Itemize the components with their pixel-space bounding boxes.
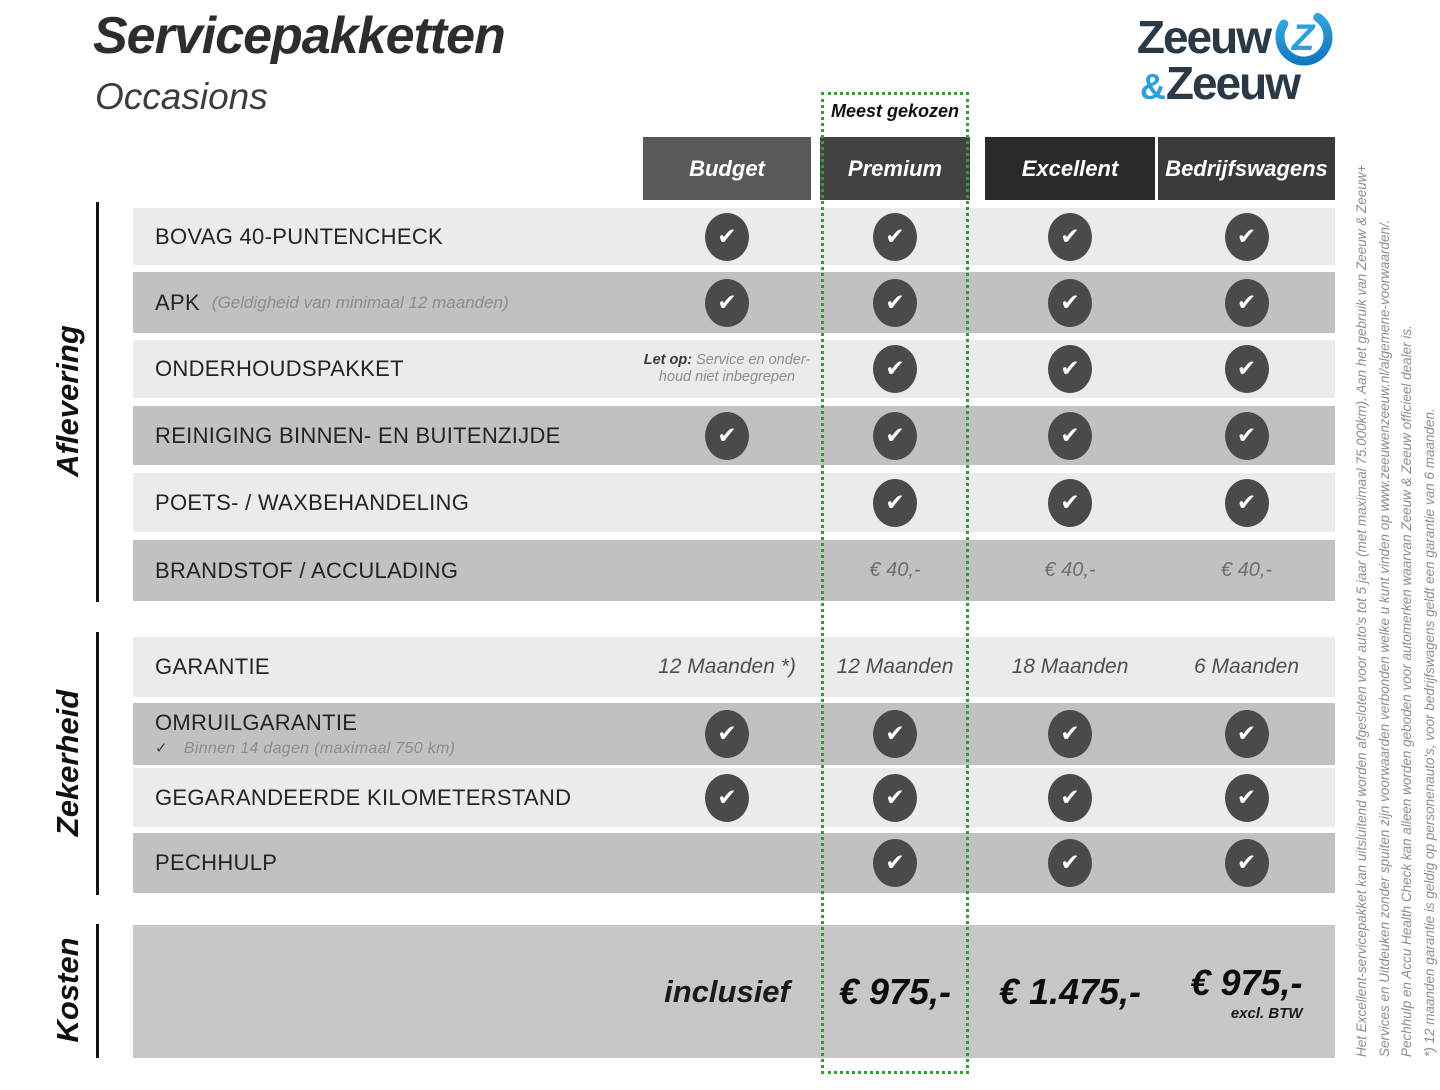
- check-icon: [705, 213, 749, 261]
- cell: [985, 272, 1155, 333]
- check-icon: [1225, 479, 1269, 527]
- section-divider-line: [96, 924, 99, 1058]
- cell: [643, 406, 811, 465]
- check-icon: [1225, 213, 1269, 261]
- cell: [643, 473, 811, 532]
- cell: [1158, 340, 1335, 398]
- cell: [643, 340, 811, 398]
- check-glyph: ✔: [885, 423, 904, 449]
- cell: 6 Maanden: [1158, 637, 1335, 697]
- cell: [820, 768, 970, 827]
- cell: [643, 208, 811, 265]
- cost-bedrijfswagens: [1158, 925, 1335, 1058]
- most-chosen-badge: Meest gekozen: [814, 101, 976, 122]
- check-glyph: ✔: [885, 721, 904, 747]
- cost-premium: [820, 925, 970, 1058]
- row-label: [155, 272, 509, 333]
- check-glyph: ✔: [1237, 290, 1256, 316]
- page-title: Servicepakketten: [93, 6, 505, 66]
- cost-budget-value: inclusief: [664, 974, 790, 1010]
- check-glyph: ✔: [717, 290, 736, 316]
- row-label: PECHHULP: [155, 833, 277, 893]
- check-glyph: ✔: [1237, 224, 1256, 250]
- cell: [1158, 703, 1335, 765]
- check-icon: [873, 213, 917, 261]
- footnote-line: Het Excellent-servicepakket kan uitsluitend worden afgesloten voor auto's tot 5 jaar (met maximaal 75.000km). Aan het gebruik van Zeeuw & Zeeuw+: [1351, 125, 1374, 1057]
- check-glyph: ✔: [1060, 785, 1079, 811]
- cell: [643, 833, 811, 893]
- check-glyph: ✔: [885, 356, 904, 382]
- cell: [643, 703, 811, 765]
- row-label: [155, 703, 455, 765]
- page-subtitle: Occasions: [95, 76, 268, 118]
- table-row: [133, 703, 1335, 765]
- section-label-aflevering: Aflevering: [50, 301, 86, 501]
- cell: [820, 340, 970, 398]
- check-glyph: ✔: [1060, 721, 1079, 747]
- row-label: GARANTIE: [155, 637, 270, 697]
- check-icon: [1225, 279, 1269, 327]
- small-check-icon: ✓: [155, 740, 168, 757]
- check-icon: [705, 279, 749, 327]
- cell: [985, 208, 1155, 265]
- check-glyph: ✔: [717, 423, 736, 449]
- cell: [1158, 768, 1335, 827]
- footnote-line: Services en Uitdeuken zonder spuiten zijn voorwaarden verbonden welke u kunt vinden op www.zeeuwenzeeuw.nl/algemene-voorwaarden/.: [1374, 125, 1397, 1057]
- row-label: POETS- / WAXBEHANDELING: [155, 473, 469, 532]
- cell: [820, 833, 970, 893]
- table-row: [133, 768, 1335, 827]
- check-glyph: ✔: [885, 850, 904, 876]
- cell: € 40,-: [1158, 540, 1335, 601]
- cell: [1158, 272, 1335, 333]
- cost-bedrijfswagens-value: € 975,-: [1190, 962, 1302, 1004]
- check-glyph: ✔: [1237, 785, 1256, 811]
- check-icon: [873, 412, 917, 460]
- cost-bedrijfswagens-note: excl. BTW: [1190, 1005, 1302, 1022]
- cost-budget: [643, 925, 811, 1058]
- row-label: GEGARANDEERDE KILOMETERSTAND: [155, 768, 571, 827]
- cell: [1158, 406, 1335, 465]
- check-glyph: ✔: [717, 224, 736, 250]
- check-glyph: ✔: [885, 785, 904, 811]
- check-glyph: ✔: [1060, 850, 1079, 876]
- check-glyph: ✔: [1060, 290, 1079, 316]
- check-icon: [1048, 774, 1092, 822]
- cell: [1158, 473, 1335, 532]
- table-row: [133, 406, 1335, 465]
- check-glyph: ✔: [1237, 721, 1256, 747]
- row-label: BOVAG 40-PUNTENCHECK: [155, 208, 443, 265]
- check-glyph: ✔: [1060, 423, 1079, 449]
- check-icon: [1048, 412, 1092, 460]
- check-icon: [873, 279, 917, 327]
- cell: 12 Maanden: [820, 637, 970, 697]
- check-icon: [705, 412, 749, 460]
- check-icon: [873, 839, 917, 887]
- check-icon: [1048, 279, 1092, 327]
- check-icon: [873, 710, 917, 758]
- cost-excellent-value: € 1.475,-: [999, 971, 1141, 1013]
- footnote-line: *) 12 maanden garantie is geldig op personenauto's, voor bedrijfswagens geldt een garantie van 6 maanden.: [1419, 125, 1440, 1057]
- svg-text:Z: Z: [1291, 17, 1316, 58]
- check-icon: [1048, 839, 1092, 887]
- row-sub-note-text: Binnen 14 dagen (maximaal 750 km): [184, 740, 455, 757]
- cell: 18 Maanden: [985, 637, 1155, 697]
- check-icon: [705, 710, 749, 758]
- table-row: [133, 473, 1335, 532]
- table-row: [133, 208, 1335, 265]
- check-glyph: ✔: [885, 290, 904, 316]
- check-glyph: ✔: [717, 785, 736, 811]
- check-glyph: ✔: [1060, 490, 1079, 516]
- budget-note-line2: houd niet inbegrepen: [659, 369, 795, 385]
- table-row: [133, 833, 1335, 893]
- cell: [820, 473, 970, 532]
- cell: [820, 703, 970, 765]
- column-header-bedrijfswagens: Bedrijfswagens: [1158, 137, 1335, 200]
- cell: [643, 272, 811, 333]
- cell: [985, 703, 1155, 765]
- check-icon: [1225, 839, 1269, 887]
- check-glyph: ✔: [1237, 850, 1256, 876]
- section-label-kosten: Kosten: [50, 890, 86, 1090]
- check-icon: [1048, 710, 1092, 758]
- row-label-text: APK: [155, 290, 200, 316]
- check-glyph: ✔: [1237, 423, 1256, 449]
- budget-note-line1: Service en onder-: [696, 352, 810, 368]
- cell: [985, 406, 1155, 465]
- check-icon: [873, 479, 917, 527]
- column-header-excellent: Excellent: [985, 137, 1155, 200]
- cell: [643, 540, 811, 601]
- row-label-text: OMRUILGARANTIE: [155, 710, 357, 736]
- logo-word2: Zeeuw: [1166, 56, 1299, 110]
- cell: [985, 340, 1155, 398]
- footnotes: [1351, 125, 1440, 1057]
- check-icon: [1048, 479, 1092, 527]
- check-glyph: ✔: [885, 224, 904, 250]
- cell: € 40,-: [820, 540, 970, 601]
- row-label: BRANDSTOF / ACCULADING: [155, 540, 458, 601]
- check-glyph: ✔: [1060, 356, 1079, 382]
- table-row: [133, 340, 1335, 398]
- row-label: ONDERHOUDSPAKKET: [155, 340, 404, 398]
- section-divider-line: [96, 632, 99, 895]
- cost-premium-value: € 975,-: [839, 971, 951, 1013]
- row-sub-note: [155, 739, 455, 758]
- check-icon: [705, 774, 749, 822]
- budget-note-bold: Let op:: [644, 352, 692, 368]
- logo-ampersand: &: [1140, 66, 1164, 108]
- check-icon: [1225, 412, 1269, 460]
- cell: [1158, 208, 1335, 265]
- cell: [820, 272, 970, 333]
- cell: [1158, 833, 1335, 893]
- column-header-budget: Budget: [643, 137, 811, 200]
- cell: [820, 208, 970, 265]
- cell: [985, 768, 1155, 827]
- cell: [820, 406, 970, 465]
- table-row: [133, 272, 1335, 333]
- table-row: [133, 540, 1335, 601]
- column-header-premium: Premium: [820, 137, 970, 200]
- check-icon: [1225, 710, 1269, 758]
- check-glyph: ✔: [1060, 224, 1079, 250]
- check-icon: [1225, 774, 1269, 822]
- cell: [643, 768, 811, 827]
- check-icon: [873, 774, 917, 822]
- brand-logo: [1100, 6, 1335, 110]
- check-glyph: ✔: [717, 721, 736, 747]
- row-label: REINIGING BINNEN- EN BUITENZIJDE: [155, 406, 561, 465]
- cell: [985, 473, 1155, 532]
- footnote-line: Pechhulp en Accu Health Check kan alleen worden geboden voor automerken waarvan Zeeuw & Zeeuw officieel dealer is.: [1396, 125, 1419, 1057]
- cell: € 40,-: [985, 540, 1155, 601]
- cell: 12 Maanden *): [643, 637, 811, 697]
- section-divider-line: [96, 202, 99, 602]
- table-row: [133, 637, 1335, 697]
- check-glyph: ✔: [1237, 356, 1256, 382]
- check-icon: [1225, 345, 1269, 393]
- logo-word1: Zeeuw: [1137, 10, 1270, 64]
- check-icon: [1048, 213, 1092, 261]
- cell: [985, 833, 1155, 893]
- check-icon: [873, 345, 917, 393]
- check-glyph: ✔: [885, 490, 904, 516]
- row-label-note: (Geldigheid van minimaal 12 maanden): [212, 293, 509, 313]
- cost-excellent: [985, 925, 1155, 1058]
- check-icon: [1048, 345, 1092, 393]
- cost-row: [133, 925, 1335, 1058]
- budget-note: [644, 352, 811, 386]
- section-label-zekerheid: Zekerheid: [50, 663, 86, 863]
- check-glyph: ✔: [1237, 490, 1256, 516]
